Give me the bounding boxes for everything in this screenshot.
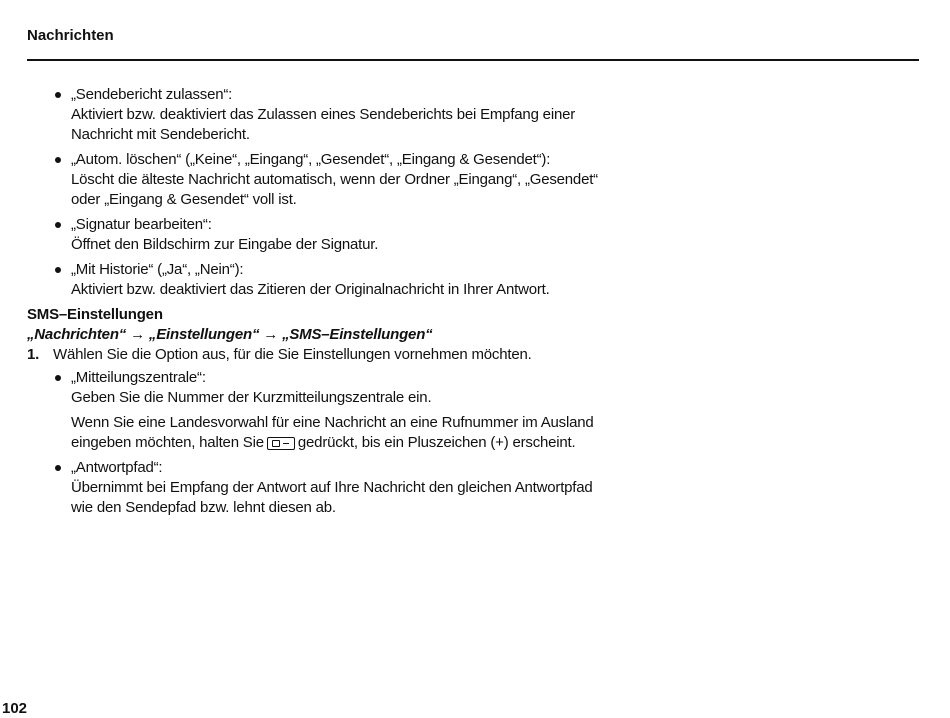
paragraph-text: gedrückt, bis ein Pluszeichen (+) erscheint. bbox=[297, 434, 576, 451]
bullet-item bbox=[27, 150, 607, 210]
bullet-title: „Mitteilungszentrale“: bbox=[71, 369, 206, 386]
bullet-item bbox=[27, 260, 607, 300]
bullet-text: Löscht die älteste Nachricht automatisch, wenn der Ordner „Eingang“, „Gesendet“ bbox=[71, 171, 598, 188]
arrow-icon: → bbox=[130, 326, 145, 343]
document-body bbox=[27, 85, 607, 523]
bullet-title: „Mit Historie“ („Ja“, „Nein“): bbox=[71, 261, 244, 278]
bullet-text: oder „Eingang & Gesendet“ voll ist. bbox=[71, 191, 297, 208]
bullet-text: Übernimmt bei Empfang der Antwort auf Ihre Nachricht den gleichen Antwortpfad bbox=[71, 479, 593, 496]
info-paragraph bbox=[27, 413, 607, 453]
bullet-item bbox=[27, 458, 607, 518]
bullet-text: Nachricht mit Sendebericht. bbox=[71, 126, 250, 143]
page-number: 102 bbox=[2, 700, 28, 717]
menu-path-item: „Nachrichten“ bbox=[27, 326, 127, 343]
arrow-icon: → bbox=[263, 326, 279, 343]
bullet-text: Aktiviert bzw. deaktiviert das Zitieren der Originalnachricht in Ihrer Antwort. bbox=[71, 281, 550, 298]
paragraph-line: Wenn Sie eine Landesvorwahl für eine Nachricht an eine Rufnummer im Ausland bbox=[71, 414, 594, 431]
bullet-text: Öffnet den Bildschirm zur Eingabe der Signatur. bbox=[71, 236, 379, 253]
menu-path-item: „Einstellungen“ bbox=[148, 326, 260, 343]
paragraph-text: eingeben möchten, halten Sie bbox=[71, 434, 264, 451]
bullet-item bbox=[27, 215, 607, 255]
step-text: Wählen Sie die Option aus, für die Sie Einstellungen vornehmen möchten. bbox=[53, 346, 532, 363]
keypad-key-icon bbox=[267, 437, 295, 450]
bullet-text: Aktiviert bzw. deaktiviert das Zulassen eines Sendeberichts bei Empfang einer bbox=[71, 106, 576, 123]
bullet-item bbox=[27, 85, 607, 145]
menu-path-item: „SMS–Einstellungen“ bbox=[282, 326, 433, 343]
step-number: 1. bbox=[27, 346, 40, 363]
bullet-title: „Antwortpfad“: bbox=[71, 459, 163, 476]
bullet-title: „Autom. löschen“ („Keine“, „Eingang“, „Gesendet“, „Eingang & Gesendet“): bbox=[71, 151, 551, 168]
page-header-title: Nachrichten bbox=[27, 27, 114, 44]
bullet-text: wie den Sendepfad bzw. lehnt diesen ab. bbox=[71, 499, 336, 516]
paragraph-line bbox=[71, 433, 607, 453]
header-rule bbox=[27, 59, 919, 61]
bullet-title: „Sendebericht zulassen“: bbox=[71, 86, 233, 103]
bullet-item bbox=[27, 368, 607, 408]
menu-path bbox=[27, 325, 607, 345]
step-1 bbox=[27, 345, 607, 365]
bullet-text: Geben Sie die Nummer der Kurzmitteilungszentrale ein. bbox=[71, 389, 432, 406]
bullet-title: „Signatur bearbeiten“: bbox=[71, 216, 212, 233]
section-title: SMS–Einstellungen bbox=[27, 306, 163, 323]
